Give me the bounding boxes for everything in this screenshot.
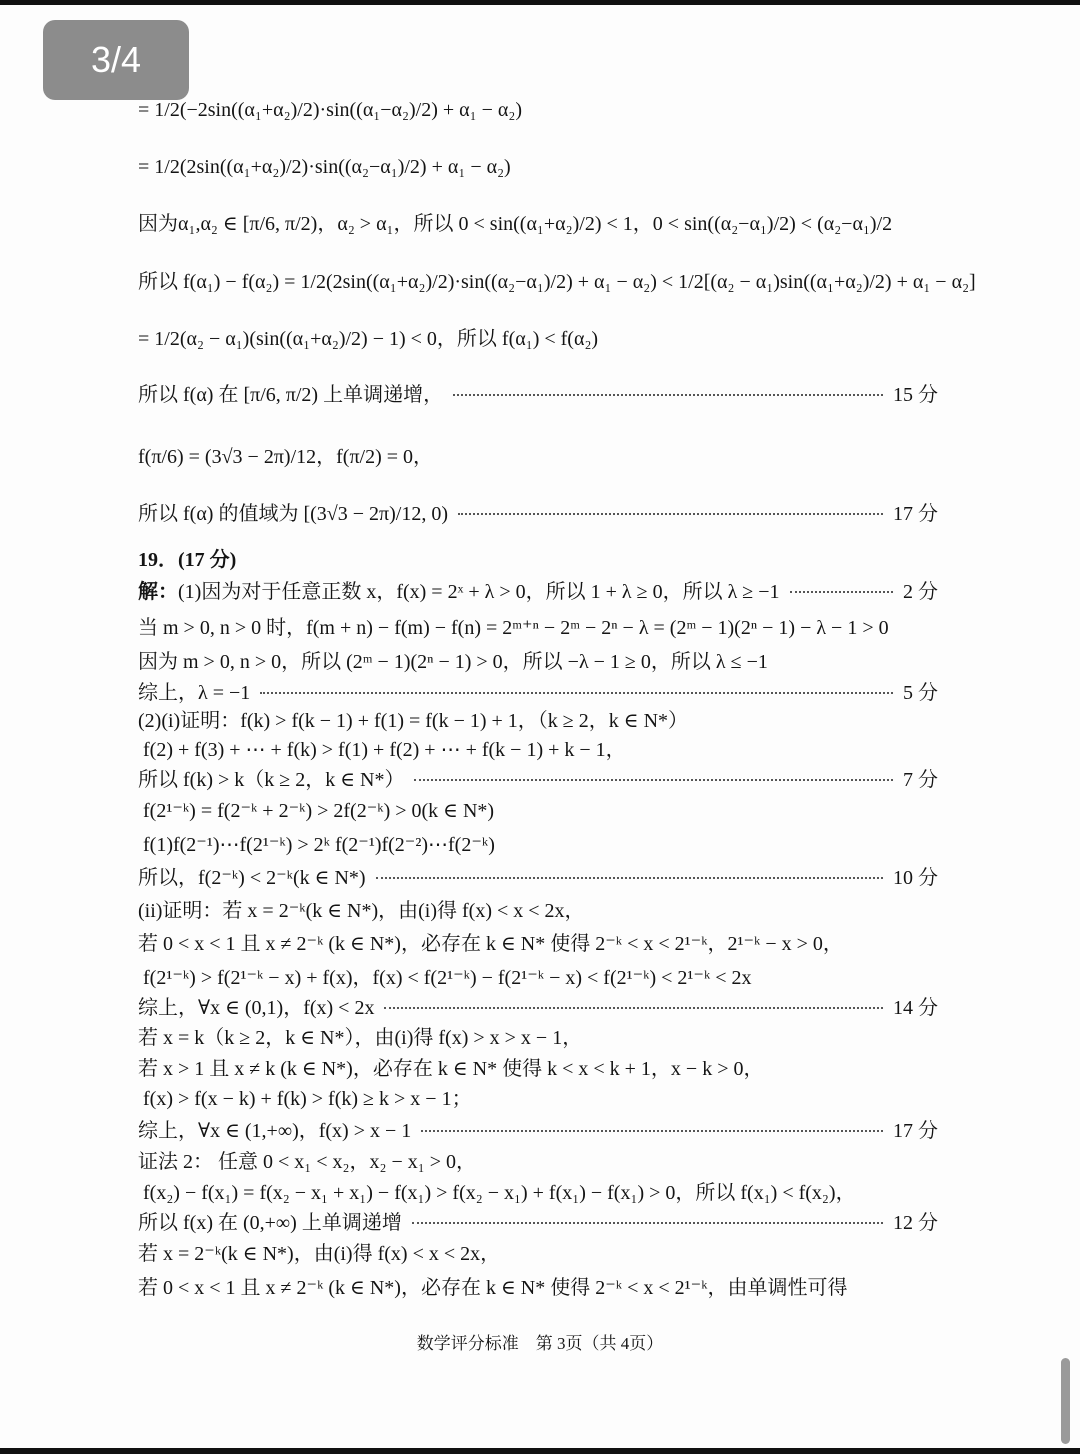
dot-leader <box>414 779 893 781</box>
line-text: 所以 f(α) 在 [π/6, π/2) 上单调递增， <box>138 384 444 406</box>
dot-leader <box>260 692 893 694</box>
solution-label: 解： <box>138 581 178 603</box>
math-line: = 1/2(α₂ − α₁)(sin((α₁+α₂)/2) − 1) < 0，所以 f(α₁) < f(α₂) <box>138 328 599 350</box>
dot-leader <box>376 877 883 879</box>
dot-leader <box>453 394 883 396</box>
dot-leader <box>412 1222 883 1224</box>
dot-leader <box>790 591 893 593</box>
dot-leader <box>421 1130 883 1132</box>
math-line: = 1/2(2sin((α₁+α₂)/2)·sin((α₂−α₁)/2) + α₁ − α₂) <box>138 156 511 178</box>
math-line: 若 0 < x < 1 且 x ≠ 2⁻ᵏ (k ∈ N*)，必存在 k ∈ N* 使得 2⁻ᵏ < x < 2¹⁻ᵏ，由单调性可得 <box>138 1277 848 1299</box>
line-text: 所以 f(x) 在 (0,+∞) 上单调递增 <box>138 1212 402 1234</box>
score-line <box>138 681 938 705</box>
score-points: 5 分 <box>903 682 938 704</box>
math-line: 若 0 < x < 1 且 x ≠ 2⁻ᵏ (k ∈ N*)，必存在 k ∈ N* 使得 2⁻ᵏ < x < 2¹⁻ᵏ，2¹⁻ᵏ − x > 0， <box>138 933 843 955</box>
score-points: 7 分 <box>903 769 938 791</box>
score-points: 2 分 <box>903 581 938 603</box>
score-points: 17 分 <box>893 1120 938 1142</box>
dot-leader <box>458 513 883 515</box>
score-points: 17 分 <box>893 503 938 525</box>
math-line: (2)(i)证明：f(k) > f(k − 1) + f(1) = f(k − 1) + 1，（k ≥ 2，k ∈ N*） <box>138 710 689 732</box>
score-points: 14 分 <box>893 997 938 1019</box>
line-text: 所以 f(k) > k（k ≥ 2，k ∈ N*） <box>138 769 405 791</box>
line-text: 综上，∀x ∈ (0,1)，f(x) < 2x <box>138 997 375 1019</box>
top-edge <box>0 0 1080 5</box>
line-text: 综上，λ = −1 <box>138 682 251 704</box>
bottom-edge <box>0 1448 1080 1454</box>
math-line: 因为 m > 0, n > 0，所以 (2ᵐ − 1)(2ⁿ − 1) > 0，所以 −λ − 1 ≥ 0，所以 λ ≤ −1 <box>138 651 768 673</box>
math-line: 若 x = k（k ≥ 2，k ∈ N*），由(i)得 f(x) > x > x − 1， <box>138 1027 583 1049</box>
math-line: f(π/6) = (3√3 − 2π)/12，f(π/2) = 0， <box>138 446 434 468</box>
math-line: 当 m > 0, n > 0 时，f(m + n) − f(m) − f(n) = 2ᵐ⁺ⁿ − 2ᵐ − 2ⁿ − λ = (2ᵐ − 1)(2ⁿ − 1) − λ − 1 > 0 <box>138 617 889 639</box>
math-line: 若 x > 1 且 x ≠ k (k ∈ N*)，必存在 k ∈ N* 使得 k < x < k + 1，x − k > 0， <box>138 1058 764 1080</box>
math-line: 因为α₁,α₂ ∈ [π/6, π/2)，α₂ > α₁，所以 0 < sin((α₁+α₂)/2) < 1，0 < sin((α₂−α₁)/2) < (α₂−α₁)/2 <box>138 213 893 235</box>
question-heading: 19．(17 分) <box>138 549 237 571</box>
line-text: 所以 f(α) 的值域为 [(3√3 − 2π)/12, 0) <box>138 503 449 525</box>
line-text <box>138 580 780 604</box>
math-line: f(x₂) − f(x₁) = f(x₂ − x₁ + x₁) − f(x₁) > f(x₂ − x₁) + f(x₁) − f(x₁) > 0，所以 f(x₁) < f(x₂)， <box>143 1182 856 1204</box>
line-text: 综上，∀x ∈ (1,+∞)，f(x) > x − 1 <box>138 1120 412 1142</box>
math-line: f(2) + f(3) + ⋯ + f(k) > f(1) + f(2) + ⋯ + f(k − 1) + k − 1， <box>143 739 626 761</box>
score-line <box>138 1211 938 1235</box>
line-text: 所以，f(2⁻ᵏ) < 2⁻ᵏ(k ∈ N*) <box>138 867 366 889</box>
score-line <box>138 768 938 792</box>
math-line: f(2¹⁻ᵏ) = f(2⁻ᵏ + 2⁻ᵏ) > 2f(2⁻ᵏ) > 0(k ∈ N*) <box>143 800 495 822</box>
math-line: f(1)f(2⁻¹)⋯f(2¹⁻ᵏ) > 2ᵏ f(2⁻¹)f(2⁻²)⋯f(2⁻ᵏ) <box>143 834 495 856</box>
math-line: (ii)证明：若 x = 2⁻ᵏ(k ∈ N*)，由(i)得 f(x) < x < 2x， <box>138 900 585 922</box>
math-line: f(2¹⁻ᵏ) > f(2¹⁻ᵏ − x) + f(x)，f(x) < f(2¹⁻ᵏ) − f(2¹⁻ᵏ − x) < f(2¹⁻ᵏ) < 2¹⁻ᵏ < 2x <box>143 967 752 989</box>
score-line <box>138 580 938 604</box>
score-line <box>138 383 938 407</box>
math-line: 证法 2： 任意 0 < x₁ < x₂，x₂ − x₁ > 0， <box>138 1151 477 1173</box>
scrollbar-thumb[interactable] <box>1061 1358 1070 1444</box>
math-line: 所以 f(α₁) − f(α₂) = 1/2(2sin((α₁+α₂)/2)·sin((α₂−α₁)/2) + α₁ − α₂) < 1/2[(α₂ − α₁)sin((α₁+α₂)/2) + α₁ − α₂] <box>138 271 976 293</box>
page-footer: 数学评分标准 第 3页（共 4页） <box>416 1334 664 1353</box>
line-body: (1)因为对于任意正数 x，f(x) = 2ˣ + λ > 0，所以 1 + λ ≥ 0，所以 λ ≥ −1 <box>178 581 780 603</box>
dot-leader <box>384 1007 883 1009</box>
math-line: f(x) > f(x − k) + f(k) > f(k) ≥ k > x − 1； <box>143 1088 472 1110</box>
math-line: = 1/2(−2sin((α₁+α₂)/2)·sin((α₁−α₂)/2) + α₁ − α₂) <box>138 99 522 121</box>
score-points: 12 分 <box>893 1212 938 1234</box>
score-points: 10 分 <box>893 867 938 889</box>
score-points: 15 分 <box>893 384 938 406</box>
page-indicator-badge: 3/4 <box>43 20 189 100</box>
score-line <box>138 502 938 526</box>
math-line: 若 x = 2⁻ᵏ(k ∈ N*)，由(i)得 f(x) < x < 2x， <box>138 1243 501 1265</box>
score-line <box>138 996 938 1020</box>
score-line <box>138 1119 938 1143</box>
score-line <box>138 866 938 890</box>
